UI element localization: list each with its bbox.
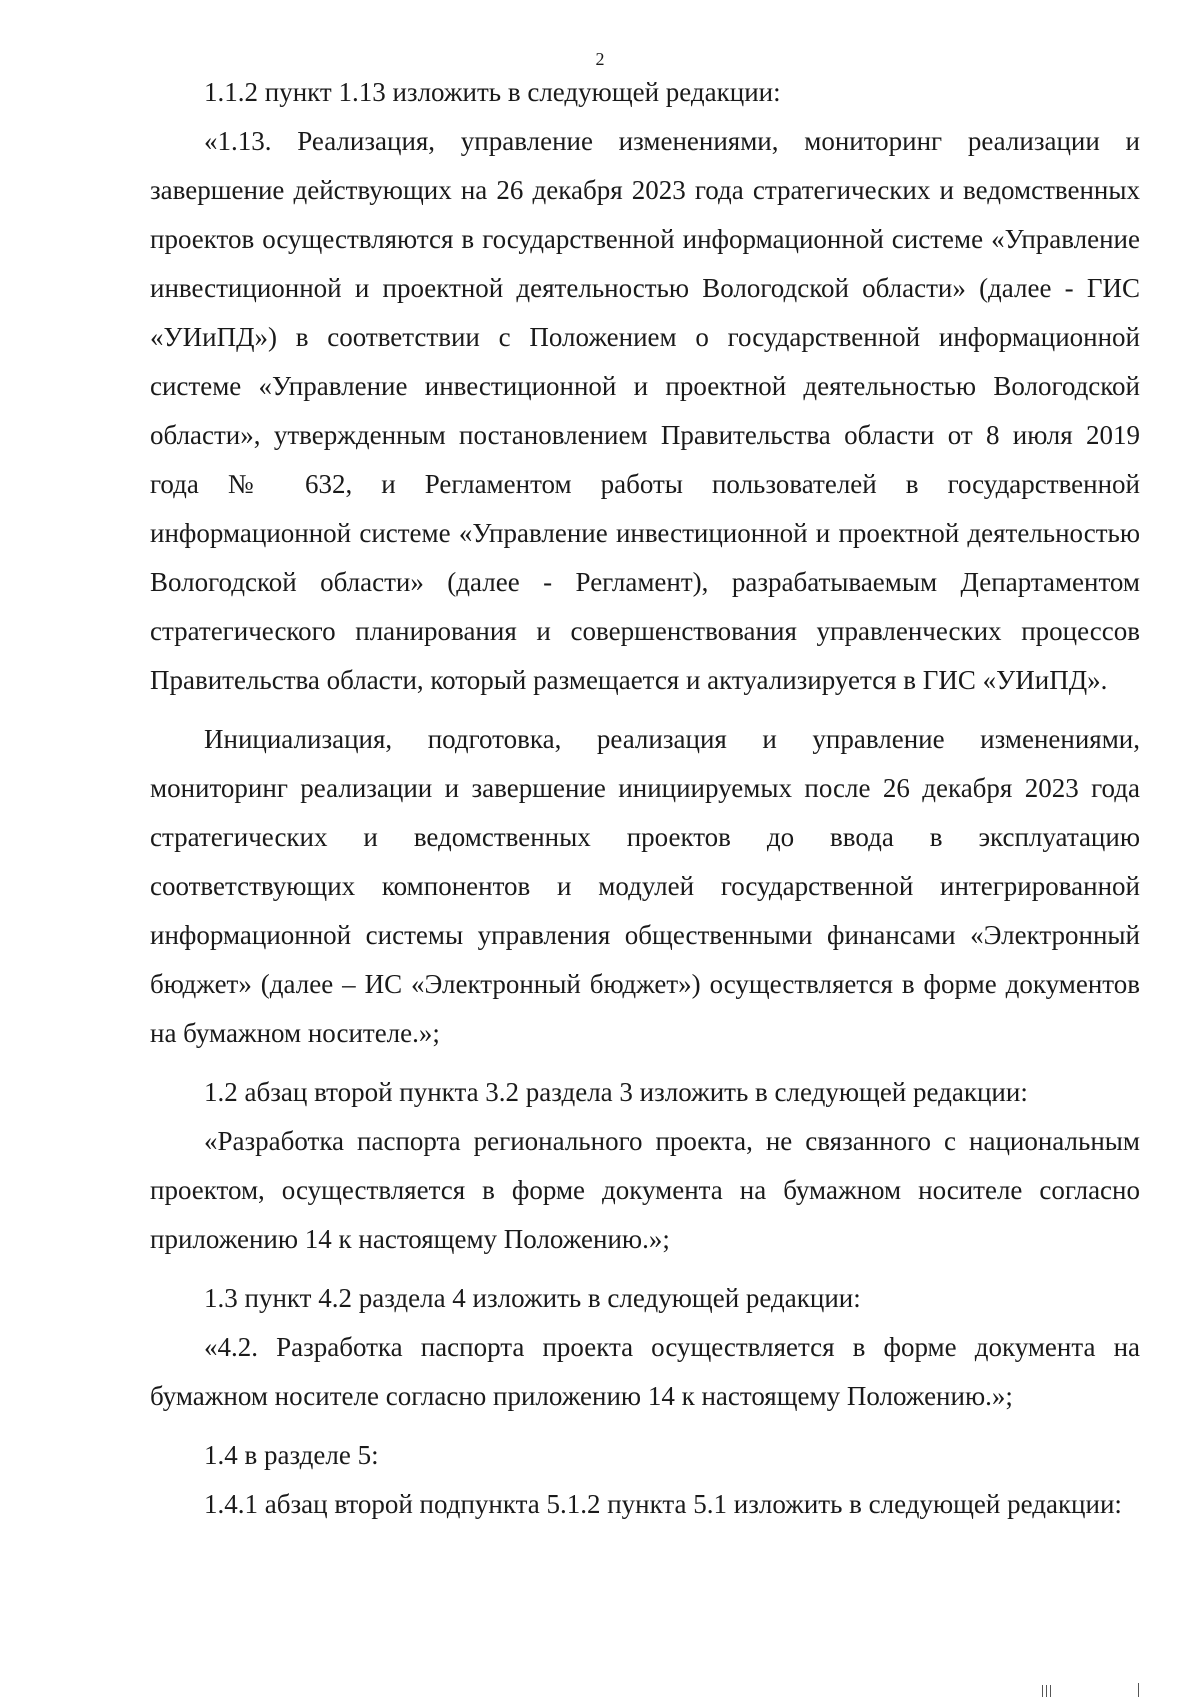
paragraph-1-4-1: 1.4.1 абзац второй подпункта 5.1.2 пункта 5.1 изложить в следующей редакции:	[204, 1489, 1122, 1519]
document-body	[150, 68, 1140, 1529]
paragraph-4-2-text: «4.2. Разработка паспорта проекта осуществляется в форме документа на бумажном носителе согласно приложению 14 к настоящему Положению.»;	[150, 1332, 1140, 1411]
paragraph-1-13-text: «1.13. Реализация, управление изменениями, мониторинг реализации и завершение действующих на 26 декабря 2023 года стратегических и ведомственных проектов осуществляются в государственной информационной системе «Управление инвестиционной и проектной деятельностью Вологодской области» (далее - ГИС «УИиПД») в соответствии с Положением о государственной информационной системе «Управление инвестиционной и проектной деятельностью Вологодской области», утвержденным постановлением Правительства области от 8 июля 2019 года № 632, и Регламентом работы пользователей в государственной информационной системе «Управление инвестиционной и проектной деятельностью Вологодской области» (далее - Регламент), разрабатываемым Департаментом стратегического планирования и совершенствования управленческих процессов Правительства области, который размещается и актуализируется в ГИС «УИиПД».	[150, 126, 1140, 695]
paragraph-regional-project: «Разработка паспорта регионального проекта, не связанного с национальным проектом, осуществляется в форме документа на бумажном носителе согласно приложению 14 к настоящему Положению.»;	[150, 1126, 1140, 1254]
paragraph-initialization: Инициализация, подготовка, реализация и управление изменениями, мониторинг реализации и завершение инициируемых после 26 декабря 2023 года стратегических и ведомственных проектов до ввода в эксплуатацию соответствующих компонентов и модулей государственной интегрированной информационной системы управления общественными финансами «Электронный бюджет» (далее – ИС «Электронный бюджет») осуществляется в форме документов на бумажном носителе.»;	[150, 724, 1140, 1048]
paragraph-1-1-2: 1.1.2 пункт 1.13 изложить в следующей редакции:	[204, 77, 781, 107]
paragraph-1-3: 1.3 пункт 4.2 раздела 4 изложить в следующей редакции:	[204, 1283, 861, 1313]
paragraph-1-4: 1.4 в разделе 5:	[204, 1440, 379, 1470]
scan-marks	[1040, 1683, 1160, 1697]
page-number: 2	[595, 49, 605, 69]
paragraph-1-2: 1.2 абзац второй пункта 3.2 раздела 3 изложить в следующей редакции:	[204, 1077, 1028, 1107]
